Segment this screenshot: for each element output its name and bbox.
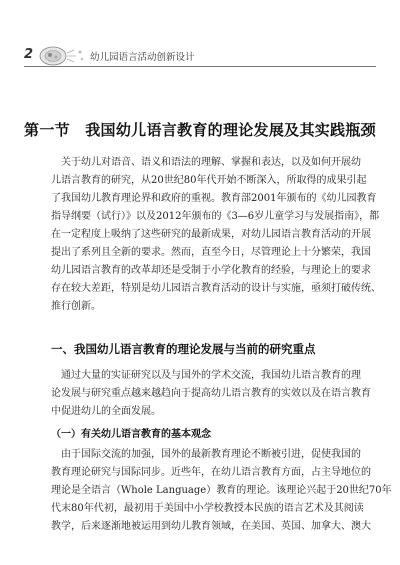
text-line: 理论是全语言（Whole Language）教育的理论。该理论兴起于20世纪70年 <box>51 485 392 496</box>
text-line: 幼儿园语言教育的改革却还是受制于小学化教育的经验，与理论上的要求 <box>51 265 371 276</box>
text-line: 中促进幼儿的全面发展。 <box>51 406 161 417</box>
section-title: 第一节 我国幼儿语言教育的理论发展及其实践瓶颈 <box>24 121 376 139</box>
book-title: 幼儿园语言活动创新设计 <box>90 52 195 63</box>
text-line: 了我国幼儿教育理论界和政府的重视。教育部2001年颁布的《幼儿园教育 <box>51 193 377 204</box>
text-line: 通过大量的实证研究以及与国外的学术交流，我国幼儿语言教育的理 <box>61 370 361 381</box>
text-line: 提出了系列且全新的要求。然而，直至今日，尽管理论上十分繁荣，我国 <box>51 247 371 258</box>
page-number: 2 <box>24 47 34 62</box>
text-line: 教育理论研究与国际同步。近些年，在幼儿语言教育方面，占主导地位的 <box>51 467 371 478</box>
heading-level-2: （一）有关幼儿语言教育的基本观念 <box>51 429 211 440</box>
intro-paragraph <box>51 154 381 316</box>
text-line: 代末80年代初，最初用于美国中小学校教授本民族的语言艺术及其阅读 <box>51 503 364 514</box>
text-line: 儿语言教育的研究，从20世纪80年代开始不断深入，所取得的成果引起 <box>51 175 367 186</box>
header-rule <box>24 66 376 67</box>
text-line: 由于国际交流的加强，国外的最新教育理论不断被引进，促使我国的 <box>61 449 361 460</box>
text-line: 指导纲要（试行）》以及2012年颁布的《3—6岁儿童学习与发展指南》，都 <box>51 211 380 222</box>
paragraph-2 <box>51 367 371 421</box>
text-line: 关于幼儿对语音、语义和语法的理解、掌握和表达，以及如何开展幼 <box>61 157 361 168</box>
text-line: 存在较大差距，特别是幼儿园语言教育活动的设计与实施，亟须打破传统、 <box>51 283 381 294</box>
paragraph-3 <box>51 446 392 536</box>
text-line: 在一定程度上吸纳了这些研究的最新成果，对幼儿园语言教育活动的开展 <box>51 229 371 240</box>
text-line: 推行创新。 <box>51 301 101 312</box>
heading-level-1: 一、我国幼儿语言教育的理论发展与当前的研究重点 <box>51 342 316 356</box>
text-line: 教学，后来逐渐地被运用到幼儿教育领域，在美国、英国、加拿大、澳大 <box>51 521 371 532</box>
running-header <box>24 44 376 68</box>
text-line: 论发展与研究重点越来越趋向于提高幼儿语言教育的实效以及在语言教育 <box>51 388 371 399</box>
